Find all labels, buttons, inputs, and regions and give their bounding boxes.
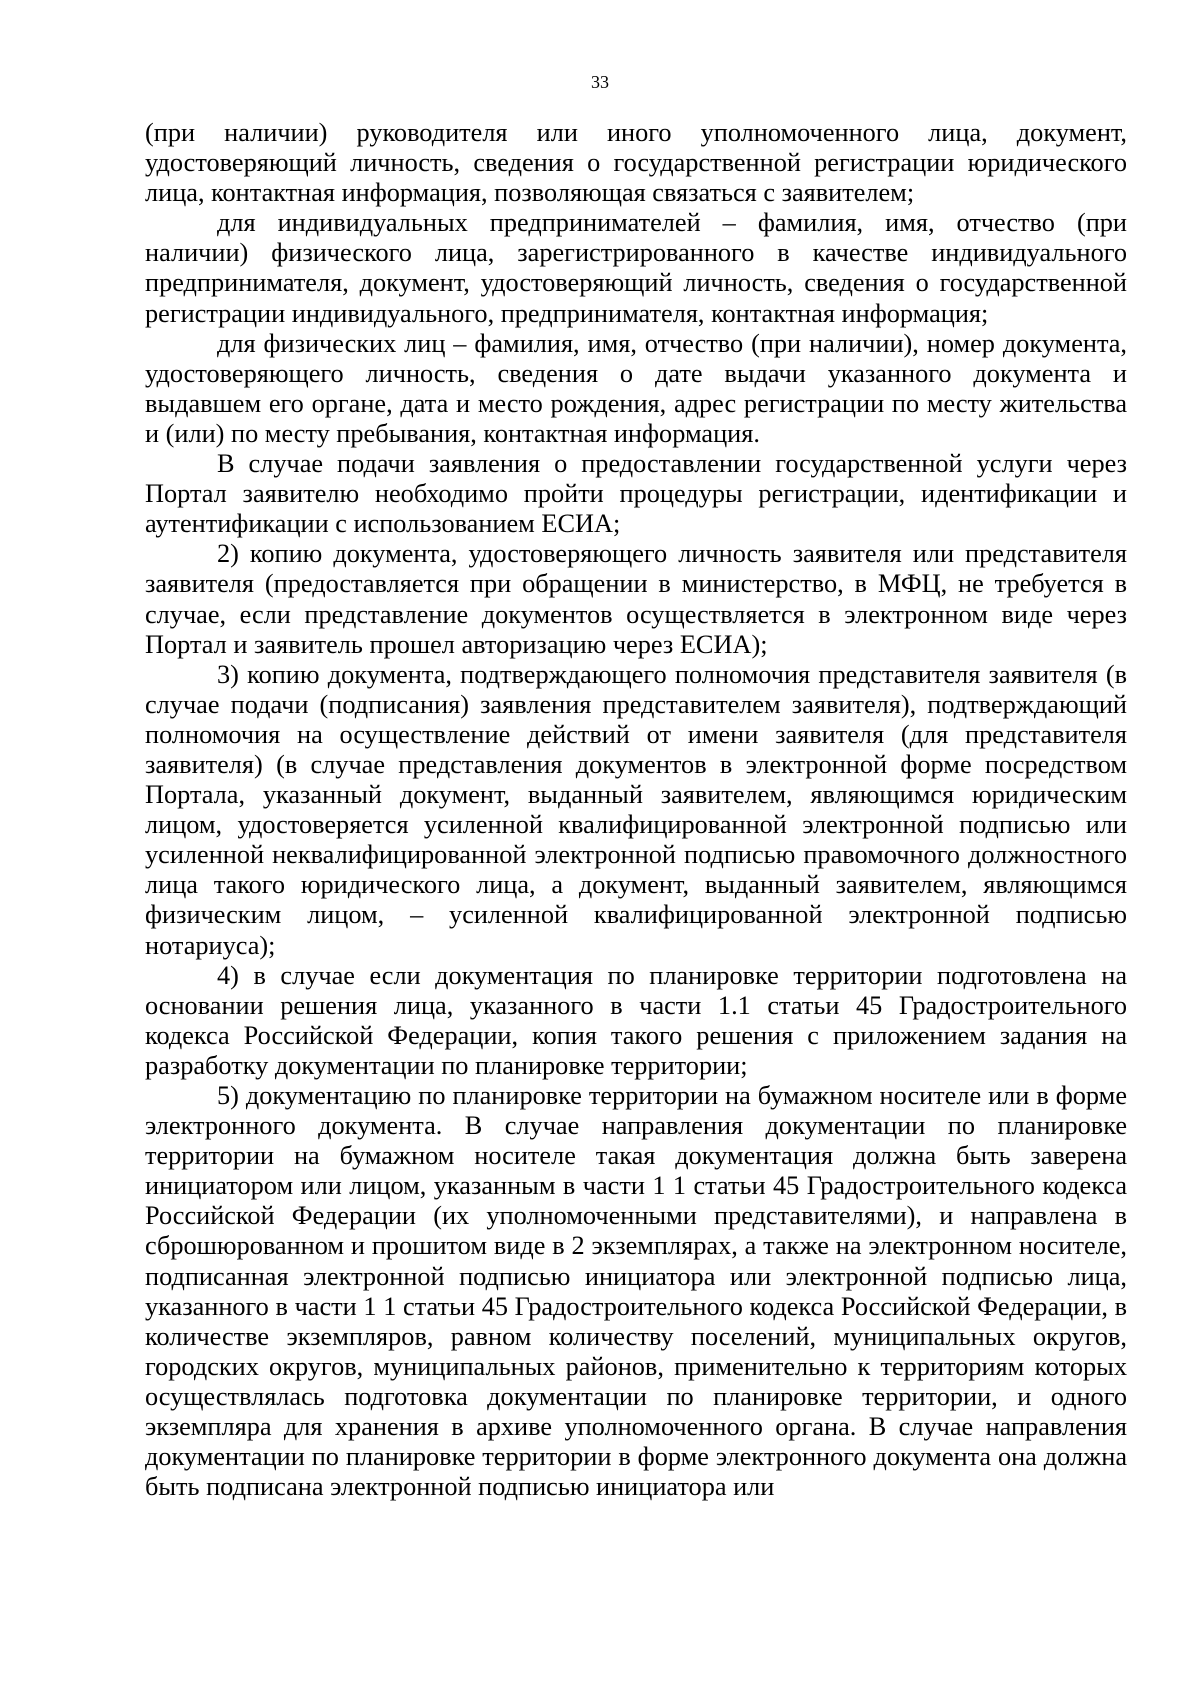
paragraph-item-2: 2) копию документа, удостоверяющего личность заявителя или представителя заявителя (предоставляется при обращении в министерство, в МФЦ, не требуется в случае, если представление документов осуществляется в электронном виде через Портал и заявитель прошел авторизацию через ЕСИА);: [145, 539, 1127, 659]
page-number: 33: [591, 72, 609, 92]
paragraph-individuals: для физических лиц – фамилия, имя, отчество (при наличии), номер документа, удостоверяющего личность, сведения о дате выдачи указанного документа и выдавшем его органе, дата и место рождения, адрес регистрации по месту жительства и (или) по месту пребывания, контактная информация.: [145, 328, 1127, 448]
paragraph-item-4: 4) в случае если документация по планировке территории подготовлена на основании решения лица, указанного в части 1.1 статьи 45 Градостроительного кодекса Российской Федерации, копия такого решения с приложением задания на разработку документации по планировке территории;: [145, 960, 1127, 1080]
document-body: [145, 118, 1127, 1502]
paragraph-legal-entity-continuation: (при наличии) руководителя или иного уполномоченного лица, документ, удостоверяющий личность, сведения о государственной регистрации юридического лица, контактная информация, позволяющая связаться с заявителем;: [145, 118, 1127, 208]
paragraph-item-5: 5) документацию по планировке территории на бумажном носителе или в форме электронного документа. В случае направления документации по планировке территории на бумажном носителе такая документация должна быть заверена инициатором или лицом, указанным в части 1 1 статьи 45 Градостроительного кодекса Российской Федерации (их уполномоченными представителями), и направлена в сброшюрованном и прошитом виде в 2 экземплярах, а также на электронном носителе, подписанная электронной подписью инициатора или электронной подписью лица, указанного в части 1 1 статьи 45 Градостроительного кодекса Российской Федерации, в количестве экземпляров, равном количеству поселений, муниципальных округов, городских округов, муниципальных районов, применительно к территориям которых осуществлялась подготовка документации по планировке территории, и одного экземпляра для хранения в архиве уполномоченного органа. В случае направления документации по планировке территории в форме электронного документа она должна быть подписана электронной подписью инициатора или: [145, 1081, 1127, 1502]
paragraph-portal-registration: В случае подачи заявления о предоставлении государственной услуги через Портал заявителю необходимо пройти процедуры регистрации, идентификации и аутентификации с использованием ЕСИА;: [145, 449, 1127, 539]
paragraph-individual-entrepreneurs: для индивидуальных предпринимателей – фамилия, имя, отчество (при наличии) физического лица, зарегистрированного в качестве индивидуального предпринимателя, документ, удостоверяющий личность, сведения о государственной регистрации индивидуального, предпринимателя, контактная информация;: [145, 208, 1127, 328]
paragraph-item-3: 3) копию документа, подтверждающего полномочия представителя заявителя (в случае подачи (подписания) заявления представителем заявителя), подтверждающий полномочия на осуществление действий от имени заявителя (для представителя заявителя) (в случае представления документов в электронной форме посредством Портала, указанный документ, выданный заявителем, являющимся юридическим лицом, удостоверяется усиленной квалифицированной электронной подписью или усиленной неквалифицированной электронной подписью правомочного должностного лица такого юридического лица, а документ, выданный заявителем, являющимся физическим лицом, – усиленной квалифицированной электронной подписью нотариуса);: [145, 659, 1127, 960]
